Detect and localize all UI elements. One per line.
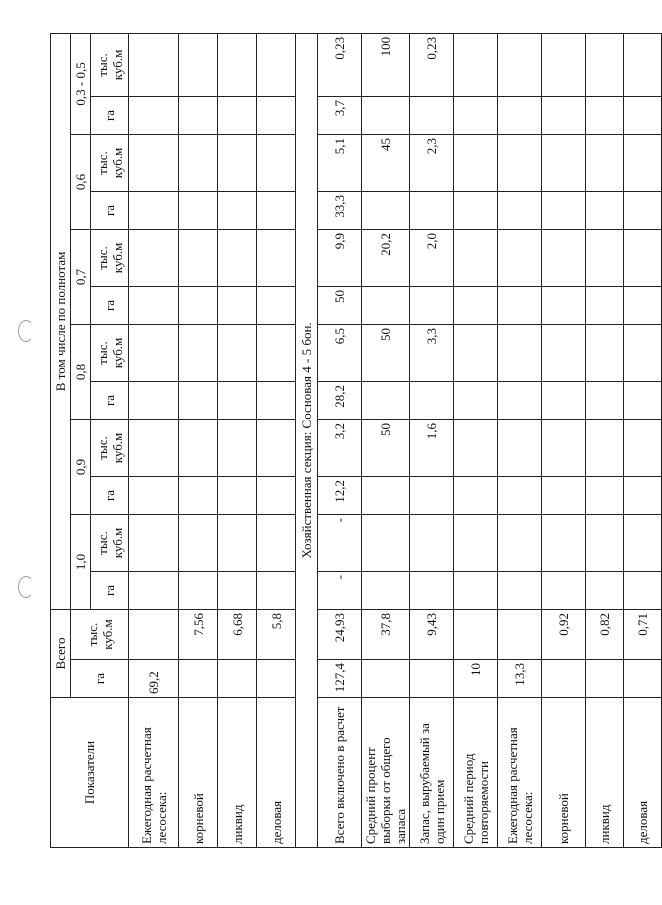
table-cell <box>218 286 257 324</box>
table-cell <box>454 514 498 571</box>
unit-vol-header: тыс. куб.м <box>91 324 129 381</box>
table-cell: 0,92 <box>542 609 586 659</box>
table-cell <box>586 419 624 476</box>
table-cell <box>362 191 410 229</box>
table-row <box>410 33 454 847</box>
table-cell <box>362 514 410 571</box>
unit-vol-header: тыс. куб.м <box>91 33 129 96</box>
table-cell: 3,7 <box>318 96 362 134</box>
table-row <box>257 33 296 847</box>
table-cell <box>498 419 542 476</box>
row-label: деловая <box>257 698 296 848</box>
table-cell <box>586 381 624 419</box>
table-cell <box>218 571 257 609</box>
table-cell <box>454 191 498 229</box>
table-cell <box>179 134 218 191</box>
table-cell <box>498 381 542 419</box>
table-cell <box>129 381 179 419</box>
table-cell: 13,3 <box>498 660 542 698</box>
table-cell <box>218 381 257 419</box>
row-label: Ежегодная расчетная лесосека: <box>129 698 179 848</box>
table-cell <box>454 96 498 134</box>
table-cell: 5,8 <box>257 609 296 659</box>
table-cell <box>362 381 410 419</box>
total-header: Всего <box>51 609 71 697</box>
table-cell: 2,3 <box>410 134 454 191</box>
table-cell <box>498 514 542 571</box>
table-cell <box>624 191 662 229</box>
table-cell <box>257 381 296 419</box>
table-cell <box>257 191 296 229</box>
table-cell <box>454 419 498 476</box>
row-label: корневой <box>179 698 218 848</box>
table-cell <box>542 33 586 96</box>
table-cell <box>542 134 586 191</box>
table-cell <box>542 514 586 571</box>
table-cell <box>586 286 624 324</box>
density-group-header: 0,8 <box>71 324 91 419</box>
table-cell: 20,2 <box>362 229 410 286</box>
header-row-1 <box>51 33 71 847</box>
table-cell <box>410 286 454 324</box>
table-cell <box>410 381 454 419</box>
table-cell <box>542 96 586 134</box>
table-cell <box>624 514 662 571</box>
punch-hole <box>18 320 34 342</box>
table-cell <box>129 419 179 476</box>
table-row <box>586 33 624 847</box>
table-cell <box>454 229 498 286</box>
table-cell: 127,4 <box>318 660 362 698</box>
table-cell <box>362 476 410 514</box>
table-cell <box>257 476 296 514</box>
table-cell <box>586 660 624 698</box>
table-cell <box>498 191 542 229</box>
table-cell <box>129 286 179 324</box>
row-label: корневой <box>542 698 586 848</box>
table-row <box>218 33 257 847</box>
table-cell <box>257 229 296 286</box>
table-cell: 45 <box>362 134 410 191</box>
table-cell <box>624 33 662 96</box>
table-cell <box>542 419 586 476</box>
table-cell <box>542 229 586 286</box>
table-cell: 69,2 <box>129 660 179 698</box>
table-row <box>454 33 498 847</box>
table-cell: 6,68 <box>218 609 257 659</box>
table-cell <box>218 419 257 476</box>
table-cell <box>129 571 179 609</box>
unit-vol-header: тыс. куб.м <box>91 514 129 571</box>
table-cell <box>218 229 257 286</box>
table-cell: 6,5 <box>318 324 362 381</box>
table-cell: 0,23 <box>410 33 454 96</box>
table-cell <box>498 609 542 659</box>
table-cell <box>257 33 296 96</box>
table-cell <box>257 571 296 609</box>
table-cell <box>624 660 662 698</box>
table-cell <box>179 286 218 324</box>
table-cell: 9,9 <box>318 229 362 286</box>
table-cell <box>362 286 410 324</box>
table-cell <box>498 571 542 609</box>
table-cell <box>257 419 296 476</box>
table-cell <box>454 134 498 191</box>
table-cell: 3,2 <box>318 419 362 476</box>
table-cell: 5,1 <box>318 134 362 191</box>
table-cell <box>218 96 257 134</box>
table-cell <box>218 33 257 96</box>
table-cell <box>624 96 662 134</box>
table-cell <box>586 134 624 191</box>
table-cell <box>257 286 296 324</box>
table-cell <box>624 324 662 381</box>
row-label: деловая <box>624 698 662 848</box>
table-cell <box>257 514 296 571</box>
stocking-header: В том числе по полнотам <box>51 33 71 609</box>
table-cell: 24,93 <box>318 609 362 659</box>
unit-ha-header: га <box>91 96 129 134</box>
table-cell <box>218 514 257 571</box>
table-cell <box>129 229 179 286</box>
table-cell <box>586 191 624 229</box>
table-cell <box>454 609 498 659</box>
table-cell <box>218 134 257 191</box>
table-cell: 100 <box>362 33 410 96</box>
table-cell <box>218 324 257 381</box>
table-cell <box>179 229 218 286</box>
table-cell <box>586 324 624 381</box>
table-cell <box>179 571 218 609</box>
table-cell <box>498 33 542 96</box>
table-cell <box>218 191 257 229</box>
table-cell <box>257 660 296 698</box>
table-cell <box>498 229 542 286</box>
table-cell <box>129 191 179 229</box>
unit-ha-header: га <box>91 191 129 229</box>
table-cell: 33,3 <box>318 191 362 229</box>
table-cell <box>586 33 624 96</box>
table-cell <box>454 381 498 419</box>
table-row <box>129 33 179 847</box>
density-group-header: 0,7 <box>71 229 91 324</box>
table-cell <box>410 96 454 134</box>
table-cell <box>179 419 218 476</box>
table-row <box>542 33 586 847</box>
table-cell: 0,71 <box>624 609 662 659</box>
table-cell <box>624 229 662 286</box>
table-cell: 0,23 <box>318 33 362 96</box>
table-cell: 12,2 <box>318 476 362 514</box>
table-cell: 0,82 <box>586 609 624 659</box>
table-cell <box>257 96 296 134</box>
table-cell <box>586 571 624 609</box>
unit-ha-header: га <box>91 571 129 609</box>
table-cell <box>410 571 454 609</box>
table-cell <box>454 476 498 514</box>
table-cell <box>498 476 542 514</box>
table-cell <box>454 571 498 609</box>
row-label: ликвид <box>586 698 624 848</box>
table-cell <box>362 660 410 698</box>
table-cell <box>542 660 586 698</box>
table-cell <box>410 191 454 229</box>
felling-table <box>50 33 662 848</box>
table-row <box>498 33 542 847</box>
unit-vol-header: тыс. куб.м <box>91 419 129 476</box>
table-cell: 37,8 <box>362 609 410 659</box>
unit-ha-header: га <box>91 286 129 324</box>
table-cell <box>257 324 296 381</box>
density-group-header: 0,9 <box>71 419 91 514</box>
section-row <box>296 33 318 847</box>
table-cell <box>129 33 179 96</box>
table-cell <box>362 571 410 609</box>
table-cell <box>129 324 179 381</box>
table-cell <box>586 229 624 286</box>
table-cell <box>624 419 662 476</box>
table-cell <box>179 324 218 381</box>
table-row <box>624 33 662 847</box>
table-cell <box>542 191 586 229</box>
table-cell: 50 <box>362 419 410 476</box>
table-cell <box>179 96 218 134</box>
table-cell <box>586 514 624 571</box>
table-cell: 50 <box>318 286 362 324</box>
table-cell <box>624 476 662 514</box>
table-cell: 1,6 <box>410 419 454 476</box>
density-group-header: 1,0 <box>71 514 91 609</box>
table-cell: 50 <box>362 324 410 381</box>
density-group-header: 0,3 - 0,5 <box>71 33 91 134</box>
table-cell <box>129 609 179 659</box>
table-cell <box>498 324 542 381</box>
table-cell: 9,43 <box>410 609 454 659</box>
table-cell <box>542 324 586 381</box>
table-row <box>318 33 362 847</box>
table-cell <box>624 571 662 609</box>
table-cell <box>179 191 218 229</box>
table-cell <box>179 660 218 698</box>
table-cell <box>218 476 257 514</box>
indicators-header: Показатели <box>51 698 129 848</box>
table-cell <box>498 286 542 324</box>
table-cell <box>498 134 542 191</box>
table-cell <box>454 33 498 96</box>
table-cell <box>179 476 218 514</box>
table-cell <box>410 514 454 571</box>
table-cell <box>542 571 586 609</box>
table-cell <box>542 476 586 514</box>
table-cell <box>624 286 662 324</box>
density-group-header: 0,6 <box>71 134 91 229</box>
table-cell <box>410 476 454 514</box>
table-cell: 7,56 <box>179 609 218 659</box>
unit-vol-header: тыс. куб.м <box>91 229 129 286</box>
table-cell <box>129 134 179 191</box>
table-row <box>362 33 410 847</box>
table-cell <box>454 286 498 324</box>
table-cell: 3,3 <box>410 324 454 381</box>
table-cell: 28,2 <box>318 381 362 419</box>
row-label: ликвид <box>218 698 257 848</box>
table-cell <box>129 514 179 571</box>
row-label: Средний период повторяемости <box>454 698 498 848</box>
table-cell <box>542 381 586 419</box>
table-cell <box>129 96 179 134</box>
row-label: Ежегодная расчетная лесосека: <box>498 698 542 848</box>
row-label: Всего включено в расчет <box>318 698 362 848</box>
table-cell <box>218 660 257 698</box>
unit-vol-header: тыс. куб.м <box>91 134 129 191</box>
table-cell <box>179 381 218 419</box>
section-title: Хозяйственная секция: Сосновая 4 - 5 бон. <box>296 33 318 847</box>
table-cell: 10 <box>454 660 498 698</box>
table-cell: 2,0 <box>410 229 454 286</box>
unit-ha-header: га <box>91 381 129 419</box>
table-cell <box>624 381 662 419</box>
table-cell <box>257 134 296 191</box>
total-ha-header: га <box>71 660 129 698</box>
row-label: Запас, вырубаемый за один прием <box>410 698 454 848</box>
table-cell <box>179 33 218 96</box>
punch-hole <box>18 576 34 598</box>
table-cell: - <box>318 514 362 571</box>
table-cell <box>362 96 410 134</box>
total-vol-header: тыс. куб.м <box>71 609 129 659</box>
rotated-table-wrapper <box>50 34 650 848</box>
table-cell <box>542 286 586 324</box>
table-cell: - <box>318 571 362 609</box>
table-cell <box>179 514 218 571</box>
table-cell <box>129 476 179 514</box>
table-cell <box>624 134 662 191</box>
unit-ha-header: га <box>91 476 129 514</box>
row-label: Средний процент выборки от общего запаса <box>362 698 410 848</box>
table-row <box>179 33 218 847</box>
table-cell <box>454 324 498 381</box>
table-cell <box>586 96 624 134</box>
table-cell <box>410 660 454 698</box>
table-cell <box>586 476 624 514</box>
table-cell <box>498 96 542 134</box>
